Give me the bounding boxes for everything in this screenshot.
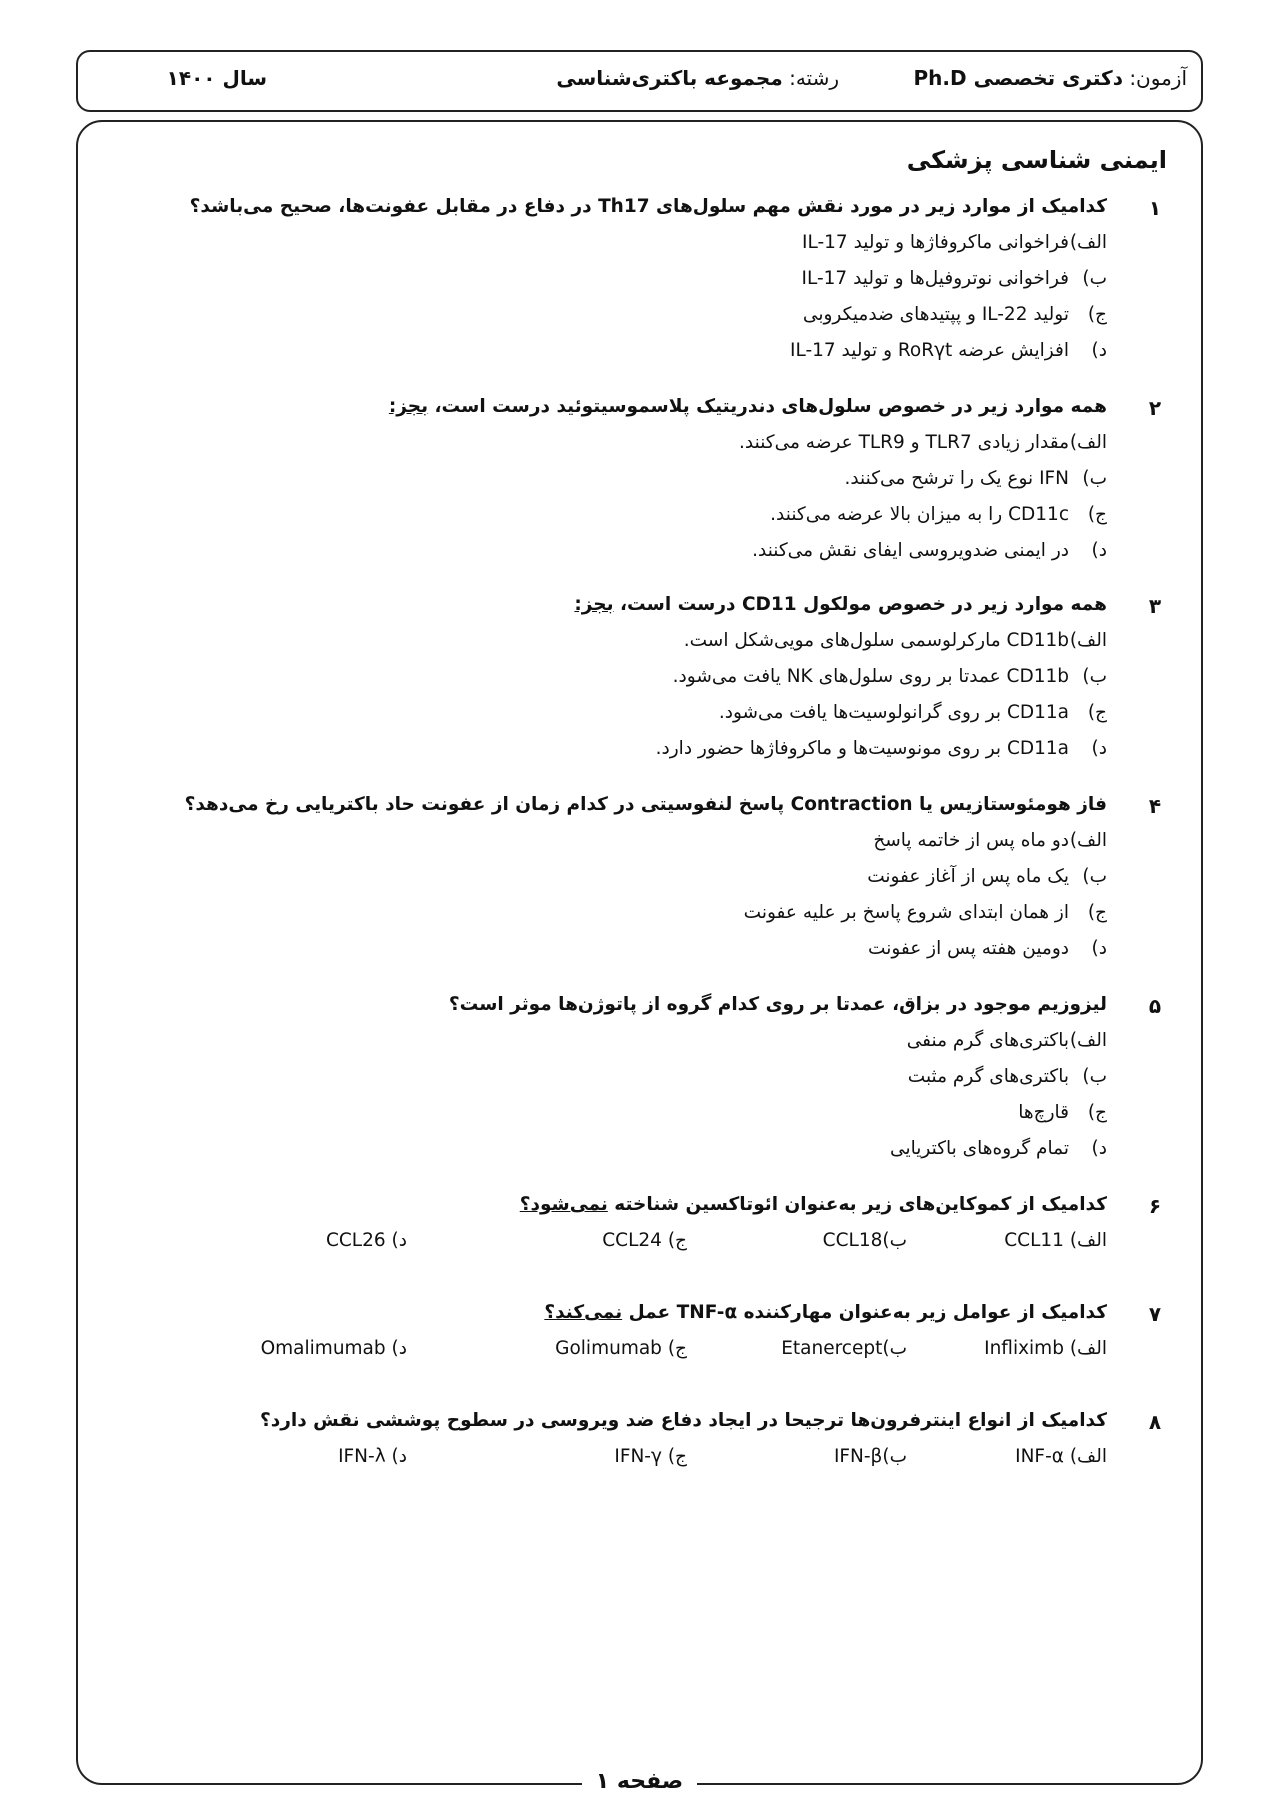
page-footer [0, 1769, 1279, 1794]
stem-emphasis: نمی‌کند؟ [544, 1302, 623, 1323]
stem-emphasis: نمی‌شود؟ [519, 1194, 608, 1215]
option-a: الف) CCL11 [1004, 1230, 1107, 1251]
question-stem: کدامیک از کموکاین‌های زیر به‌عنوان ائوتاکسین شناخته نمی‌شود؟ [519, 1194, 1107, 1215]
option-c: ج)از همان ابتدای شروع پاسخ بر علیه عفونت [743, 902, 1107, 923]
option-b: ب)Etanercept [781, 1338, 907, 1359]
option-c: ج) Golimumab [555, 1338, 687, 1359]
option-d: د)تمام گروه‌های باکتریایی [890, 1138, 1107, 1159]
question-number: ۶ [1148, 1194, 1162, 1218]
option-b: ب)یک ماه پس از آغاز عفونت [867, 866, 1107, 887]
question-number: ۳ [1148, 594, 1162, 618]
exam-year: سال ۱۴۰۰ [166, 66, 267, 90]
option-c: ج) CCL24 [602, 1230, 687, 1251]
question-number: ۷ [1148, 1302, 1162, 1326]
field-value: مجموعه باکتری‌شناسی [556, 66, 783, 90]
option-b: ب)CCL18 [822, 1230, 907, 1251]
option-b: ب)IFN نوع یک را ترشح می‌کنند. [844, 468, 1107, 489]
question-stem: کدامیک از انواع اینترفرون‌ها ترجیحا در ایجاد دفاع ضد ویروسی در سطوح پوششی نقش دارد؟ [260, 1410, 1107, 1431]
options-row [107, 1338, 1107, 1362]
option-c: ج)CD11c را به میزان بالا عرضه می‌کنند. [770, 504, 1107, 525]
option-d: د) CCL26 [325, 1230, 407, 1251]
exam-value: دکتری تخصصی Ph.D [913, 66, 1123, 90]
question-number: ۵ [1148, 994, 1162, 1018]
section-title: ایمنی شناسی پزشکی [906, 146, 1167, 174]
option-b: ب)CD11b عمدتا بر روی سلول‌های NK یافت می‌شود. [672, 666, 1107, 687]
option-a: الف) INF-α [1015, 1446, 1107, 1467]
option-a: الف)CD11b مارکرلوسمی سلول‌های مویی‌شکل است. [683, 630, 1107, 651]
options-row [107, 1230, 1107, 1254]
option-d: د) Omalimumab [260, 1338, 407, 1359]
options-row [107, 1446, 1107, 1470]
option-d: د)در ایمنی ضدویروسی ایفای نقش می‌کنند. [752, 540, 1107, 561]
option-b: ب)فراخوانی نوتروفیل‌ها و تولید IL-17 [801, 268, 1107, 289]
option-b: ب)باکتری‌های گرم مثبت [907, 1066, 1107, 1087]
stem-emphasis: بجز: [574, 594, 614, 615]
question-stem: فاز هومئوستازیس یا Contraction پاسخ لنفوسیتی در کدام زمان از عفونت حاد باکتریایی رخ می‌دهد؟ [184, 794, 1107, 815]
question-number: ۲ [1148, 396, 1162, 420]
question-number: ۸ [1148, 1410, 1162, 1434]
option-c: ج)قارچ‌ها [1018, 1102, 1107, 1123]
field-title [556, 66, 839, 90]
option-a: الف)باکتری‌های گرم منفی [906, 1030, 1107, 1051]
question-stem: همه موارد زیر در خصوص سلول‌های دندریتیک پلاسموسیتوئید درست است، بجز: [388, 396, 1107, 417]
option-c: ج)CD11a بر روی گرانولوسیت‌ها یافت می‌شود. [718, 702, 1107, 723]
exam-label: آزمون: [1129, 66, 1187, 90]
field-label: رشته: [789, 66, 839, 90]
option-a: الف) Infliximb [984, 1338, 1107, 1359]
exam-title [914, 66, 1187, 90]
question-number: ۱ [1148, 196, 1162, 220]
option-a: الف)مقدار زیادی TLR7 و TLR9 عرضه می‌کنند. [739, 432, 1107, 453]
stem-emphasis: بجز: [388, 396, 429, 417]
option-d: د) IFN-λ [338, 1446, 407, 1467]
page-number: صفحه ۱ [582, 1769, 697, 1794]
question-stem: همه موارد زیر در خصوص مولکول CD11 درست است، بجز: [574, 594, 1107, 615]
question-number: ۴ [1148, 794, 1162, 818]
question-stem: لیزوزیم موجود در بزاق، عمدتا بر روی کدام گروه از پاتوژن‌ها موثر است؟ [448, 994, 1107, 1015]
option-d: د)CD11a بر روی مونوسیت‌ها و ماکروفاژها حضور دارد. [655, 738, 1107, 759]
option-a: الف)فراخوانی ماکروفاژها و تولید IL-17 [802, 232, 1107, 253]
option-d: د)افزایش عرضه RoRγt و تولید IL-17 [790, 340, 1107, 361]
option-b: ب)IFN-β [833, 1446, 907, 1467]
option-d: د)دومین هفته پس از عفونت [868, 938, 1107, 959]
question-stem: کدامیک از موارد زیر در مورد نقش مهم سلول‌های Th17 در دفاع در مقابل عفونت‌ها، صحیح می‌باشد؟ [189, 196, 1107, 217]
option-c: ج) IFN-γ [614, 1446, 687, 1467]
question-stem: کدامیک از عوامل زیر به‌عنوان مهارکننده TNF-α عمل نمی‌کند؟ [544, 1302, 1107, 1323]
option-a: الف)دو ماه پس از خاتمه پاسخ [873, 830, 1107, 851]
option-c: ج)تولید IL-22 و پپتیدهای ضدمیکروبی [802, 304, 1107, 325]
